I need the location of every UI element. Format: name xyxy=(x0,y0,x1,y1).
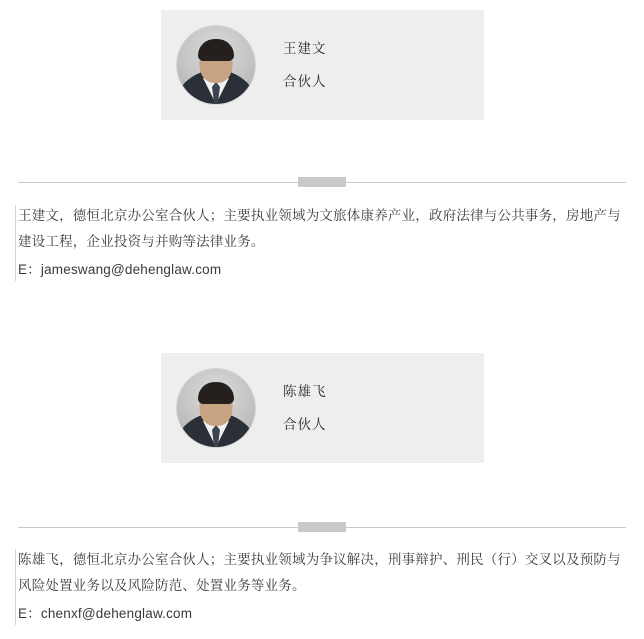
person-name: 王建文 xyxy=(283,40,327,56)
bio-left-rule xyxy=(15,549,16,625)
person-email: E：jameswang@dehenglaw.com xyxy=(18,262,222,277)
person-bio-text: 陈雄飞，德恒北京办公室合伙人；主要执业领域为争议解决，刑事辩护、刑民（行）交叉以及预防与风险处置业务以及风险防范、处置业务等业务。 xyxy=(18,552,621,593)
bio-left-rule xyxy=(15,205,16,281)
profile-card-text xyxy=(271,42,484,89)
avatar xyxy=(176,25,256,105)
section-divider xyxy=(18,182,626,183)
avatar-container xyxy=(161,10,271,120)
person-title: 合伙人 xyxy=(283,417,327,432)
person-name: 陈雄飞 xyxy=(283,383,327,399)
glasses-icon xyxy=(200,57,232,67)
profile-card-text xyxy=(271,385,484,432)
profile-card xyxy=(161,353,484,463)
person-bio-text: 王建文，德恒北京办公室合伙人；主要执业领域为文旅体康养产业，政府法律与公共事务，房地产与建设工程，企业投资与并购等法律业务。 xyxy=(18,208,621,249)
divider-tab xyxy=(298,522,346,532)
person-bio-block xyxy=(18,203,626,283)
person-email: E：chenxf@dehenglaw.com xyxy=(18,606,193,621)
avatar-container xyxy=(161,353,271,463)
profile-card xyxy=(161,10,484,120)
avatar-hair xyxy=(198,382,234,404)
section-divider xyxy=(18,527,626,528)
person-bio-block xyxy=(18,547,626,627)
person-title: 合伙人 xyxy=(283,74,327,89)
divider-tab xyxy=(298,177,346,187)
avatar xyxy=(176,368,256,448)
